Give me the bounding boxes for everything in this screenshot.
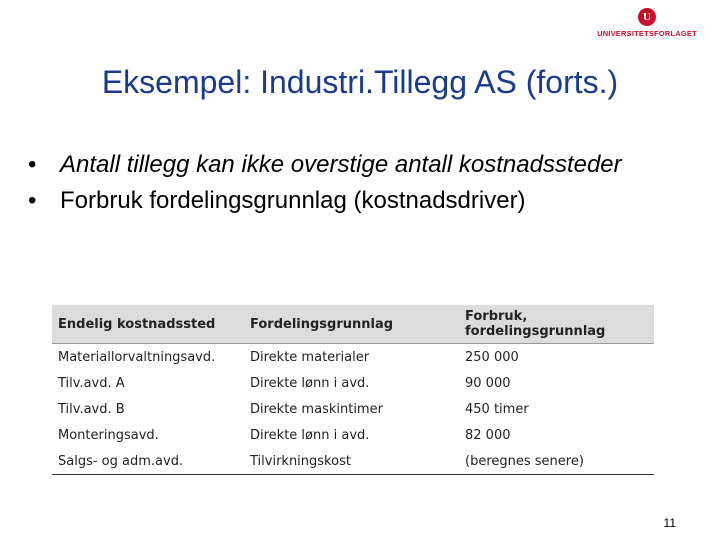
table-cell: (beregnes senere)	[459, 448, 654, 475]
table-cell: 450 timer	[465, 401, 529, 417]
cost-center-table	[52, 305, 654, 475]
cost-center-table-container	[52, 305, 654, 475]
column-header: Fordelingsgrunnlag	[244, 305, 459, 344]
bullet-list	[28, 150, 708, 222]
table-cell: Direkte lønn i avd.	[250, 427, 370, 443]
page-number: 11	[663, 516, 676, 530]
bullet-text: Forbruk fordelingsgrunnlag (kostnadsdriver)	[60, 187, 526, 214]
table-row	[52, 448, 654, 475]
bullet-item	[28, 186, 708, 215]
column-header: Endelig kostnadssted	[52, 305, 244, 344]
table-cell: 250 000	[465, 349, 519, 365]
table-cell: Direkte lønn i avd.	[250, 375, 370, 391]
table-cell: Tilv.avd. A	[58, 375, 125, 391]
table-row	[52, 370, 654, 396]
table-cell: Direkte maskintimer	[250, 401, 383, 417]
table-row	[52, 344, 654, 371]
table-cell: Salgs- og adm.avd.	[52, 448, 244, 475]
table-cell: 90 000	[465, 375, 511, 391]
table-cell: Materiallorvaltningsavd.	[58, 349, 216, 365]
table-cell: 82 000	[465, 427, 511, 443]
table-row	[52, 396, 654, 422]
table-cell: Tilv.avd. B	[58, 401, 125, 417]
bullet-dot-icon: •	[28, 151, 37, 178]
table-cell: Direkte materialer	[250, 349, 370, 365]
table-cell: Monteringsavd.	[58, 427, 159, 443]
column-header: Forbruk, fordelingsgrunnlag	[459, 305, 654, 344]
logo-text: UNIVERSITETSFORLAGET	[597, 29, 697, 38]
bullet-text: Antall tillegg kan ikke overstige antall kostnadssteder	[60, 151, 622, 178]
bullet-dot-icon: •	[28, 187, 37, 214]
table-header-row	[52, 305, 654, 344]
bullet-item	[28, 150, 708, 179]
slide-title: Eksempel: Industri.Tillegg AS (forts.)	[101, 64, 619, 100]
table-row	[52, 422, 654, 448]
logo-mark-icon: U	[638, 8, 656, 26]
table-cell: Tilvirkningskost	[244, 448, 459, 475]
publisher-logo	[582, 8, 712, 42]
